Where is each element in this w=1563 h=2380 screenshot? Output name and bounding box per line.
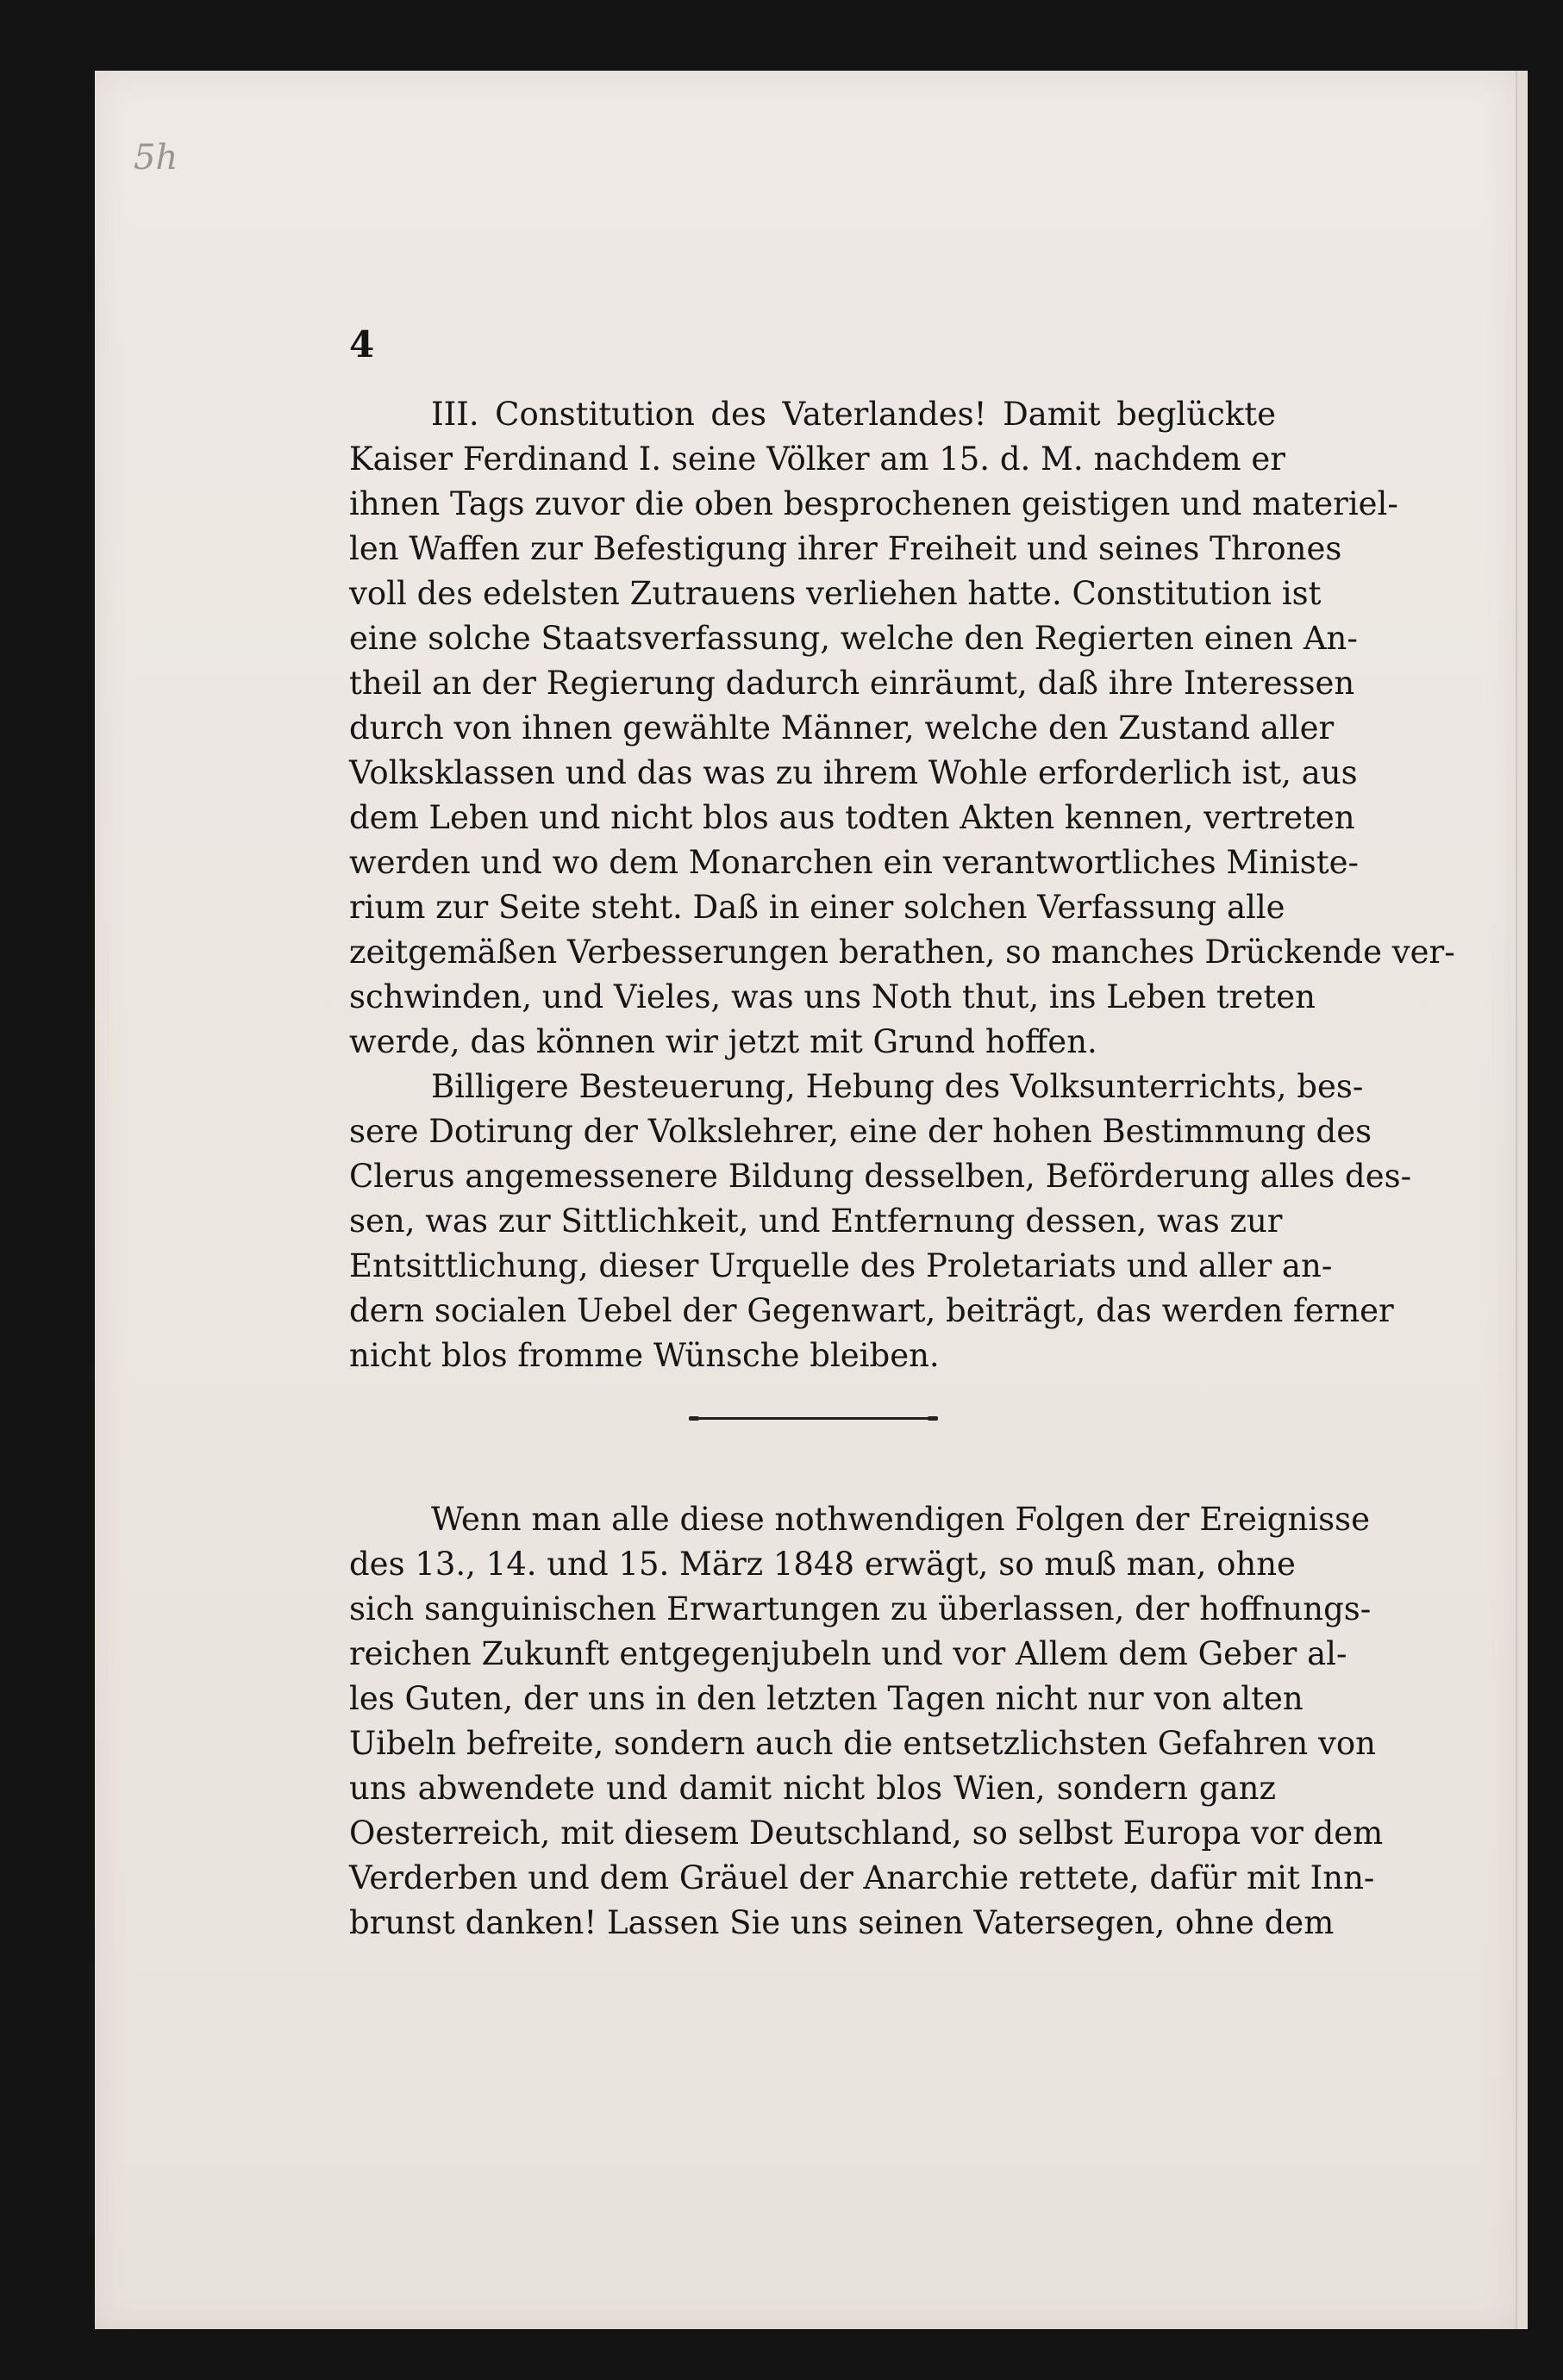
pencil-margin-note: 5h (134, 138, 178, 178)
text-line: theil an der Regierung dadurch einräumt, daß ihre Interessen (349, 665, 1355, 702)
text-line: sere Dotirung der Volkslehrer, eine der hohen Bestimmung des (349, 1113, 1372, 1150)
upper-text-block (349, 392, 1455, 1378)
text-line: nicht blos fromme Wünsche bleiben. (349, 1337, 940, 1374)
text-line: sich sanguinischen Erwartungen zu überlassen, der hoffnungs- (349, 1590, 1372, 1627)
text-line: Billigere Besteuerung, Hebung des Volksunterrichts, bes- (431, 1068, 1364, 1105)
text-line: dern socialen Uebel der Gegenwart, beiträgt, das werden ferner (349, 1292, 1394, 1329)
text-line: schwinden, und Vieles, was uns Noth thut, ins Leben treten (349, 978, 1316, 1015)
text-line: werde, das können wir jetzt mit Grund hoffen. (349, 1023, 1097, 1060)
page-number: 4 (349, 323, 375, 365)
text-line: werden und wo dem Monarchen ein verantwortliches Ministe- (349, 844, 1360, 881)
text-line: III. Constitution des Vaterlandes! Damit beglückte (431, 396, 1276, 433)
text-line: Uibeln befreite, sondern auch die entsetzlichsten Gefahren von (349, 1725, 1376, 1762)
text-line: dem Leben und nicht blos aus todten Akten kennen, vertreten (349, 799, 1355, 836)
text-line: brunst danken! Lassen Sie uns seinen Vatersegen, ohne dem (349, 1904, 1335, 1941)
text-line: durch von ihnen gewählte Männer, welche den Zustand aller (349, 709, 1335, 746)
text-line: voll des edelsten Zutrauens verliehen hatte. Constitution ist (349, 575, 1322, 612)
text-line: des 13., 14. und 15. März 1848 erwägt, so muß man, ohne (349, 1546, 1296, 1583)
text-line: uns abwendete und damit nicht blos Wien, sondern ganz (349, 1770, 1276, 1807)
section-divider-rule (694, 1417, 933, 1420)
text-line: zeitgemäßen Verbesserungen berathen, so manches Drückende ver- (349, 934, 1455, 971)
text-line: Wenn man alle diese nothwendigen Folgen der Ereignisse (431, 1501, 1371, 1538)
text-line: ihnen Tags zuvor die oben besprochenen geistigen und materiel- (349, 485, 1398, 522)
adjacent-page-edge (1517, 71, 1528, 2329)
text-line: len Waffen zur Befestigung ihrer Freiheit und seines Thrones (349, 530, 1342, 567)
text-line: Kaiser Ferdinand I. seine Völker am 15. d. M. nachdem er (349, 440, 1285, 478)
text-line: les Guten, der uns in den letzten Tagen nicht nur von alten (349, 1680, 1304, 1717)
text-line: reichen Zukunft entgegenjubeln und vor Allem dem Geber al- (349, 1635, 1347, 1672)
text-line: Clerus angemessenere Bildung desselben, Beförderung alles des- (349, 1158, 1412, 1195)
text-line: Oesterreich, mit diesem Deutschland, so selbst Europa vor dem (349, 1815, 1384, 1852)
text-line: Volksklassen und das was zu ihrem Wohle erforderlich ist, aus (349, 754, 1358, 791)
text-line: Verderben und dem Gräuel der Anarchie rettete, dafür mit Inn- (349, 1859, 1375, 1896)
text-line: rium zur Seite steht. Daß in einer solchen Verfassung alle (349, 889, 1285, 926)
lower-text-block (349, 1497, 1384, 1946)
text-line: sen, was zur Sittlichkeit, und Entfernung dessen, was zur (349, 1202, 1283, 1240)
text-line: Entsittlichung, dieser Urquelle des Proletariats und aller an- (349, 1247, 1333, 1284)
text-line: eine solche Staatsverfassung, welche den Regierten einen An- (349, 620, 1358, 657)
